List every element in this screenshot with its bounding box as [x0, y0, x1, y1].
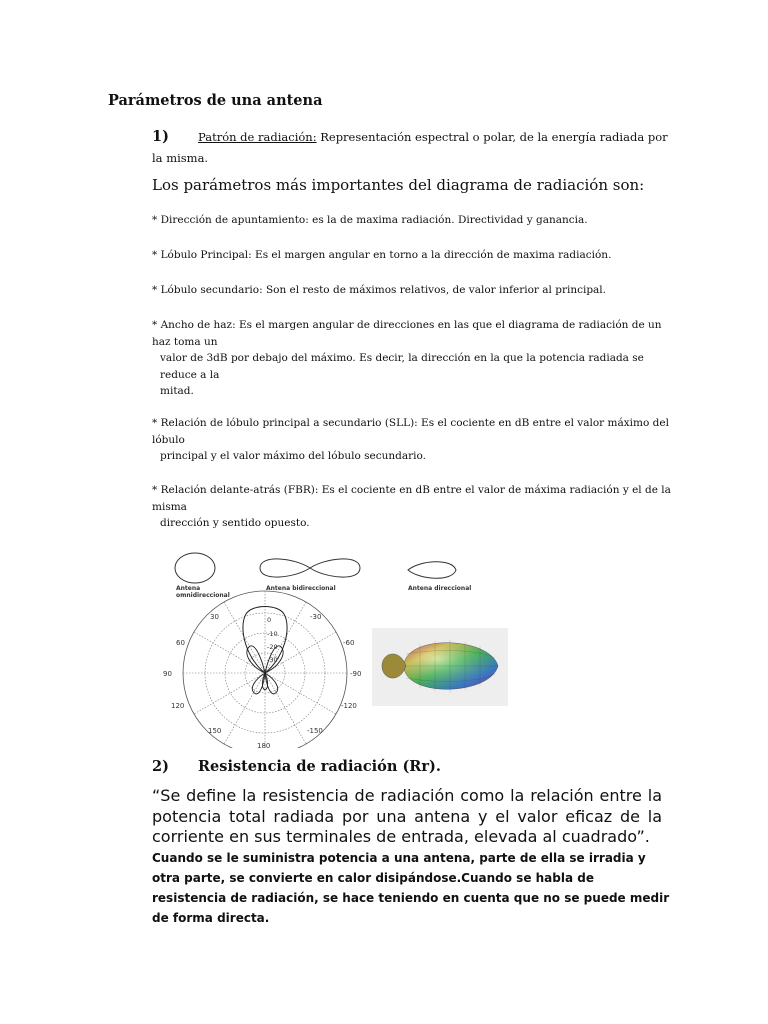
- section1-definition: Representación espectral o polar, de la energía radiada por la misma.: [152, 130, 668, 165]
- bullet-direction: [152, 212, 672, 229]
- page-title: Parámetros de una antena: [108, 92, 323, 109]
- omnidirectional-pattern: [175, 553, 215, 583]
- bullet-continuation: dirección y sentido opuesto.: [160, 517, 310, 529]
- label-omnidirectional: [176, 585, 230, 599]
- bullet-text: * Relación delante-atrás (FBR): Es el cociente en dB entre el valor de máxima radiación y el de la misma: [152, 484, 671, 513]
- label-line: Antena: [176, 585, 201, 592]
- bullet-main-lobe: [152, 247, 672, 264]
- bullet-text: * Ancho de haz: Es el margen angular de direcciones en las que el diagrama de radiación de un haz toma un: [152, 319, 662, 348]
- bullet-text: * Dirección de apuntamiento: es la de maxima radiación. Directividad y ganancia.: [152, 214, 588, 226]
- section1-number: 1): [152, 128, 169, 145]
- bullet-continuation: principal y el valor máximo del lóbulo secundario.: [160, 450, 426, 462]
- section1-term: Patrón de radiación:: [198, 130, 317, 144]
- polar-radial-label: -30: [267, 656, 278, 664]
- polar-angle-label: -60: [343, 639, 355, 647]
- polar-radial-label: 0: [267, 616, 272, 624]
- polar-angle-label: -120: [341, 702, 357, 710]
- bidirectional-pattern: [260, 559, 360, 577]
- polar-angle-label: 150: [208, 727, 222, 735]
- radiation-patterns-figure: [150, 548, 510, 748]
- polar-angle-label: 30: [210, 613, 219, 621]
- directional-pattern: [408, 562, 456, 579]
- polar-angle-label: 180: [257, 742, 271, 748]
- label-directional: Antena direccional: [408, 585, 472, 592]
- polar-radial-label: -20: [267, 643, 278, 651]
- radiation-resistance-quote: “Se define la resistencia de radiación como la relación entre la potencia total radiada por una antena y el valor eficaz de la corriente en sus terminales de entrada, elevada al cuadrado”.: [152, 786, 662, 846]
- bullet-continuation: valor de 3dB por debajo del máximo. Es decir, la dirección en la que la potencia radiada se reduce a la: [160, 352, 644, 381]
- polar-angle-label: -30: [310, 613, 322, 621]
- radiation-resistance-note: Cuando se le suministra potencia a una antena, parte de ella se irradia y otra parte, se convierte en calor disipándose.Cuando se habla de resistencia de radiación, se hace teniendo en cuenta que no se puede medir de forma directa.: [152, 851, 670, 925]
- polar-angle-label: -90: [350, 670, 362, 678]
- polar-angle-label: 120: [171, 702, 185, 710]
- polar-angle-label: 60: [176, 639, 185, 647]
- bullet-fbr: [152, 482, 672, 532]
- label-bidirectional: Antena bidireccional: [266, 585, 336, 592]
- 3d-directional-lobe: [372, 628, 508, 706]
- section2-title: Resistencia de radiación (Rr).: [198, 758, 441, 775]
- bullet-sll: [152, 415, 672, 465]
- label-line: omnidireccional: [176, 592, 230, 599]
- bullet-text: * Relación de lóbulo principal a secundario (SLL): Es el cociente en dB entre el valor máximo del lóbulo: [152, 417, 669, 446]
- bullet-text: * Lóbulo secundario: Son el resto de máximos relativos, de valor inferior al principal.: [152, 284, 607, 296]
- polar-angle-label: 90: [163, 670, 172, 678]
- polar-angle-label: -150: [307, 727, 323, 735]
- section2-number: 2): [152, 758, 169, 775]
- bullet-beamwidth: [152, 317, 672, 400]
- polar-plot: [163, 591, 361, 748]
- bullet-continuation: mitad.: [160, 385, 194, 397]
- section1-paragraph: [152, 127, 672, 169]
- bullet-text: * Lóbulo Principal: Es el margen angular en torno a la dirección de maxima radiación.: [152, 249, 612, 261]
- polar-radial-label: -10: [267, 630, 278, 638]
- bullet-secondary-lobe: [152, 282, 672, 299]
- parameters-intro: Los parámetros más importantes del diagrama de radiación son:: [152, 176, 645, 194]
